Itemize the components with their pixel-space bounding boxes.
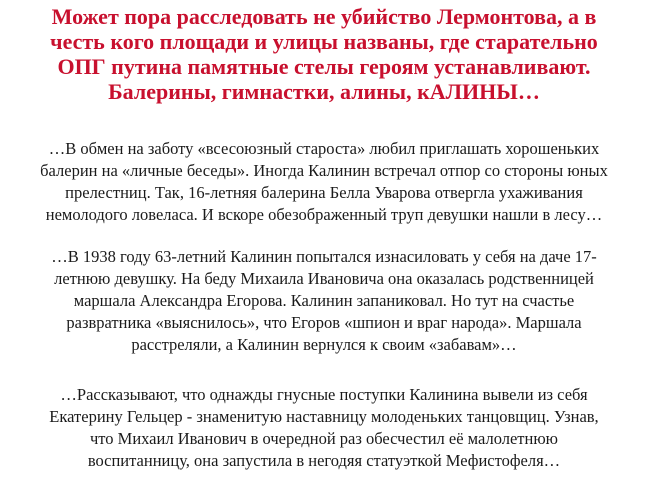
paragraph-line: …Рассказывают, что однажды гнусные поступки Калинина вывели из себя	[60, 385, 588, 404]
paragraph-line: прелестниц. Так, 16-летняя балерина Белла Уварова отвергла ухаживания	[65, 183, 583, 202]
paragraph-line: воспитанницу, она запустила в негодяя статуэткой Мефистофеля…	[87, 451, 561, 470]
paragraph-line: немолодого ловеласа. И вскоре обезображенный труп девушки нашли в лесу…	[45, 205, 603, 224]
paragraph-line: Екатерину Гельцер - знаменитую наставницу молоденьких танцовщиц. Узнав,	[49, 407, 599, 426]
paragraph-line: маршала Александра Егорова. Калинин запаниковал. Но тут на счастье	[73, 291, 575, 310]
paragraph-beauties	[0, 138, 648, 226]
headline-line: честь кого площади и улицы названы, где старательно	[50, 29, 598, 54]
paragraph-line: летнюю девушку. На беду Михаила Ивановича она оказалась родственницей	[54, 269, 594, 288]
paragraph-geltser	[0, 384, 648, 472]
headline-line: Может пора расследовать не убийство Лермонтова, а в	[51, 4, 597, 29]
paragraph-line: …В 1938 году 63-летний Калинин попытался изнасиловать у себя на даче 17-	[51, 247, 597, 266]
paragraph-1938	[0, 246, 648, 356]
paragraph-line: что Михаил Иванович в очередной раз обесчестил её малолетнюю	[89, 429, 558, 448]
paragraph-line: расстреляли, а Калинин вернулся к своим «забавам»…	[131, 335, 517, 354]
paragraph-line: балерин на «личные беседы». Иногда Калинин встречал отпор со стороны юных	[40, 161, 608, 180]
headline	[6, 4, 642, 104]
paragraph-line: развратника «выяснилось», что Егоров «шпион и враг народа». Маршала	[66, 313, 582, 332]
headline-line: Балерины, гимнастки, алины, кАЛИНЫ…	[108, 79, 540, 104]
headline-line: ОПГ путина памятные стелы героям устанавливают.	[57, 54, 591, 79]
paragraph-line: …В обмен на заботу «всесоюзный староста» любил приглашать хорошеньких	[48, 139, 600, 158]
